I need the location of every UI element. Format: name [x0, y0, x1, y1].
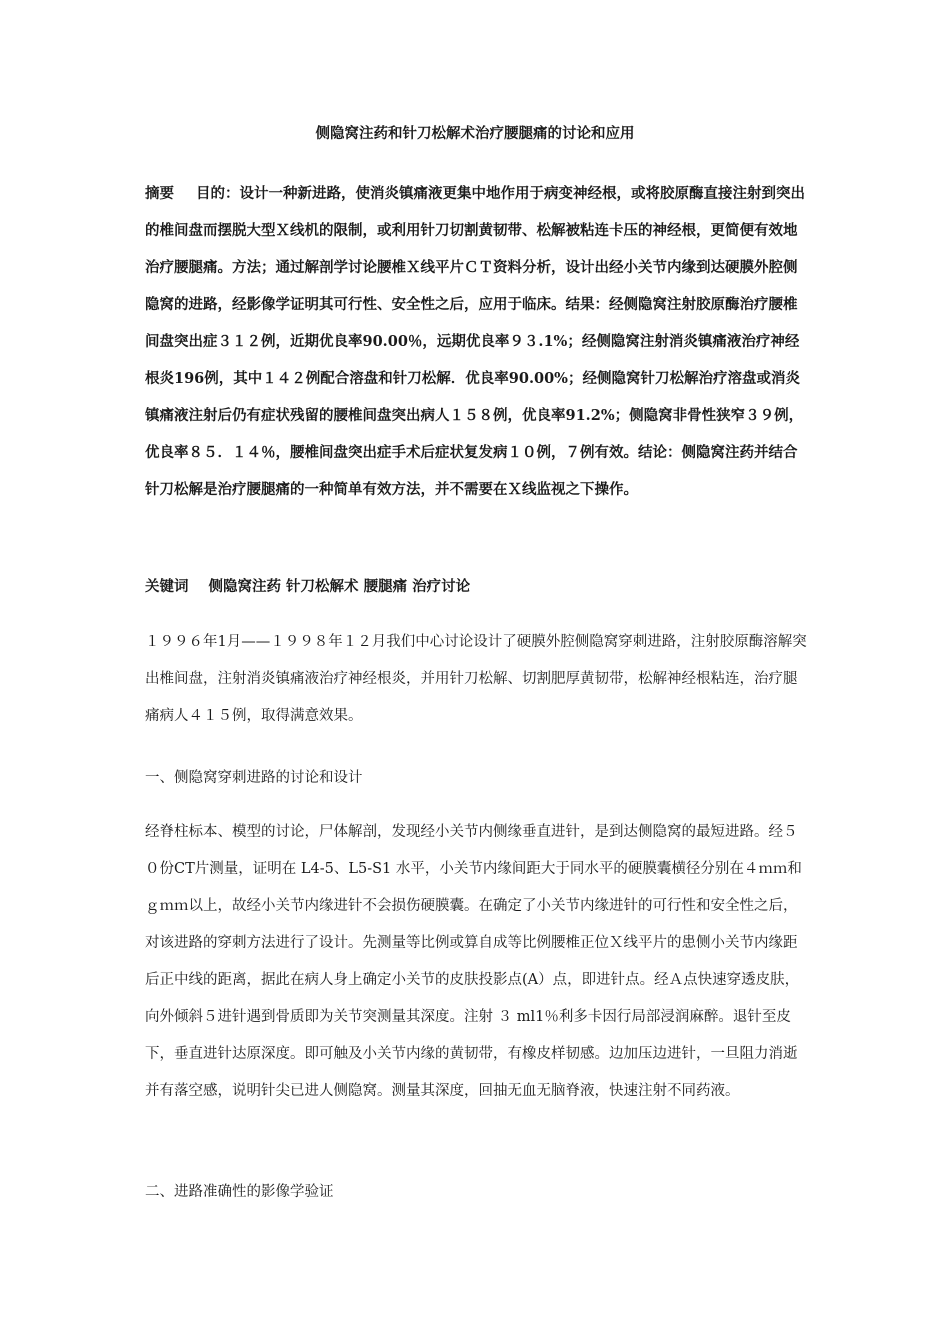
keywords-text: 侧隐窝注药 针刀松解术 腰腿痛 治疗讨论 — [208, 578, 471, 595]
section-1-heading: 一、侧隐窝穿刺进路的讨论和设计 — [145, 770, 363, 786]
section-2-heading: 二、进路准确性的影像学验证 — [145, 1184, 334, 1200]
keywords-label: 关键词 — [145, 578, 189, 595]
section-1-paragraph: 经脊柱标本、模型的讨论，尸体解剖，发现经小关节内侧缘垂直进针，是到达侧隐窝的最短进路。经５０份CT片测量，证明在 L4-5、L5-S1 水平，小关节内缘间距大于同水平的硬膜囊横径分别在４ｍｍ和ｇｍｍ以上，故经小关节内缘进针不会损伤硬膜囊。在确定了小关节内缘进针的可行性和安全性之后，对该进路的穿刺方法进行了设计。先测量等比例或算自成等比例腰椎正位Ｘ线平片的患侧小关节内缘距后正中线的距离，据此在病人身上确定小关节的皮肤投影点(A）点，即进针点。经Ａ点快速穿透皮肤，向外倾斜５进针遇到骨质即为关节突测量其深度。注射 ３ ml1％利多卡因行局部浸润麻醉。退针至皮下，垂直进针达原深度。即可触及小关节内缘的黄韧带，有橡皮样韧感。边加压边进针，一旦阻力消逝并有落空感，说明针尖已进人侧隐窝。测量其深度，回抽无血无脑脊液，快速注射不同药液。 — [145, 824, 802, 1099]
intro-paragraph: １９９６年1月——１９９８年１２月我们中心讨论设计了硬膜外腔侧隐窝穿刺进路，注射胶原酶溶解突出椎间盘，注射消炎镇痛液治疗神经根炎，并用针刀松解、切割肥厚黄韧带，松解神经根粘连，治疗腿痛病人４１５例，取得满意效果。 — [145, 634, 807, 724]
document-title: 侧隐窝注药和针刀松解术治疗腰腿痛的讨论和应用 — [315, 125, 635, 142]
abstract-paragraph — [145, 175, 810, 508]
abstract-label: 摘要 — [145, 185, 174, 202]
abstract-text: 目的：设计一种新进路，使消炎镇痛液更集中地作用于病变神经根，或将胶原酶直接注射到突出的椎间盘而摆脱大型Ｘ线机的限制，或利用针刀切割黄韧带、松解被粘连卡压的神经根，更简便有效地治疗腰腿痛。方法；通过解剖学讨论腰椎Ｘ线平片ＣＴ资料分析，设计出经小关节内缘到达硬膜外腔侧隐窝的进路，经影像学证明其可行性、安全性之后，应用于临床。结果：经侧隐窝注射胶原酶治疗腰椎间盘突出症３１２例，近期优良率90.00％，远期优良率９３.1%；经侧隐窝注射消炎镇痛液治疗神经根炎196例，其中１４２例配合溶盘和针刀松解．优良率90.00%；经侧隐窝针刀松解治疗溶盘或消炎镇痛液注射后仍有症状残留的腰椎间盘突出病人１５８例，优良率91.2%；侧隐窝非骨性狭窄３９例，优良率８５．１４％，腰椎间盘突出症手术后症状复发病１０例，７例有效。结论：侧隐窝注药并结合针刀松解是治疗腰腿痛的一种简单有效方法，并不需要在Ｘ线监视之下操作。 — [145, 185, 805, 498]
keywords-paragraph — [145, 568, 810, 605]
